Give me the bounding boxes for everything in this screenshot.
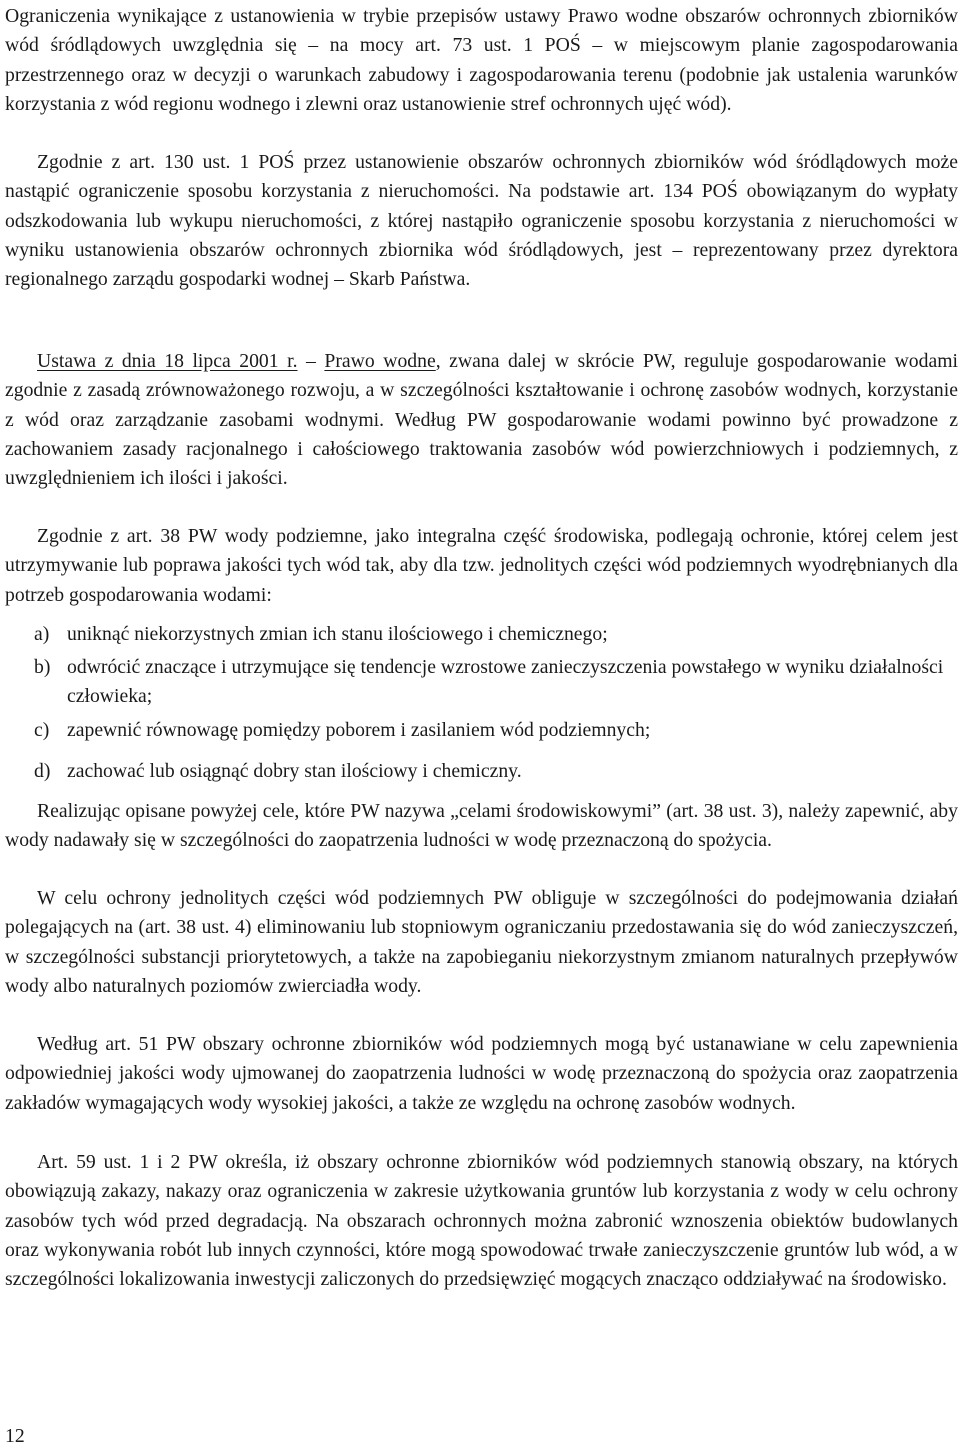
paragraph-environmental-goals: Realizując opisane powyżej cele, które PW nazywa „celami środowiskowymi” (art. 38 ust. 3), należy zapewnić, aby wody nadawały się w szczególności do zaopatrzenia ludności w wodę przeznaczoną do spożycia.: [5, 800, 958, 852]
paragraph-art-130: Zgodnie z art. 130 ust. 1 POŚ przez ustanowienie obszarów ochronnych zbiorników wód śródlądowych może nastąpić ograniczenie sposobu korzystania z nieruchomości. Na podstawie art. 134 POŚ obowiązanym do wypłaty odszkodowania lub wykupu nieruchomości, z której nastąpiło ograniczenie sposobu korzystania z nieruchomości w wyniku ustanowienia obszarów ochronnych zbiornika wód śródlądowych, jest – reprezentowany przez dyrektora regionalnego zarządu gospodarki wodnej – Skarb Państwa.: [5, 151, 958, 291]
list-text: uniknąć niekorzystnych zmian ich stanu ilościowego i chemicznego;: [67, 623, 608, 645]
act-dash: –: [297, 350, 325, 372]
list-text: zachować lub osiągnąć dobry stan ilościowy i chemiczny.: [67, 760, 522, 782]
act-name-link: Prawo wodne: [324, 350, 436, 372]
list-item-b: [34, 653, 960, 712]
page-number: 12: [5, 1425, 25, 1447]
paragraph-protection-actions: W celu ochrony jednolitych części wód podziemnych PW obliguje w szczególności do podejmowania działań polegających na (art. 38 ust. 4) eliminowaniu lub stopniowym ograniczaniu przedostawania się do wód zanieczyszczeń, w szczególności substancji priorytetowych, a także na zapobieganiu niekorzystnym zmianom naturalnych przepływów wody albo naturalnych poziomów zwierciadła wody.: [5, 887, 958, 997]
paragraph-pw-intro: [5, 347, 958, 493]
list-item-d: [34, 757, 960, 786]
paragraph-art-51: Według art. 51 PW obszary ochronne zbiorników wód podziemnych mogą być ustanawiane w celu zapewnienia odpowiedniej jakości wody ujmowanej do zaopatrzenia ludności w wodę przeznaczoną do spożycia oraz zaopatrzenia zakładów wymagających wody wysokiej jakości, a także ze względu na ochronę zasobów wodnych.: [5, 1033, 958, 1114]
list-label: c): [34, 719, 50, 741]
pw-intro-text: , zwana dalej w skrócie PW, reguluje gospodarowanie wodami zgodnie z zasadą zrównoważonego rozwoju, a w szczególności kształtowanie i ochronę zasobów wodnych, korzystanie z wód oraz zarządzanie zasobami wodnymi. Według PW gospodarowanie wodami powinno być prowadzone z zachowaniem zasady racjonalnego i całościowego traktowania zasobów wód powierzchniowych i podziemnych, z uwzględnieniem ich ilości i jakości.: [5, 350, 959, 490]
list-text: zapewnić równowagę pomiędzy poborem i zasilaniem wód podziemnych;: [67, 719, 651, 741]
list-label: b): [34, 656, 51, 678]
list-label: d): [34, 760, 51, 782]
list-label: a): [34, 623, 50, 645]
paragraph-art-59: Art. 59 ust. 1 i 2 PW określa, iż obszary ochronne zbiorników wód podziemnych stanowią obszary, na których obowiązują zakazy, nakazy oraz ograniczenia w zakresie użytkowania gruntów lub korzystania z wody w celu ochrony zasobów tych wód przed degradacją. Na obszarach ochronnych można zabronić wznoszenia obiektów budowlanych oraz wykonywania robót lub innych czynności, które mogą spowodować trwałe zanieczyszczenie gruntów lub wód, a w szczególności lokalizowania inwestycji zaliczonych do przedsięwzięć mogących znacząco oddziaływać na środowisko.: [5, 1151, 958, 1291]
act-date-link: Ustawa z dnia 18 lipca 2001 r.: [37, 350, 298, 372]
list-item-a: [34, 620, 960, 649]
list-text: odwrócić znaczące i utrzymujące się tendencje wzrostowe zanieczyszczenia powstałego w wyniku działalności człowieka;: [67, 656, 944, 708]
paragraph-art-38: Zgodnie z art. 38 PW wody podziemne, jako integralna część środowiska, podlegają ochronie, której celem jest utrzymywanie lub poprawa jakości tych wód tak, aby dla tzw. jednolitych części wód podziemnych wyodrębnianych dla potrzeb gospodarowania wodami:: [5, 525, 958, 606]
paragraph-restrictions: Ograniczenia wynikające z ustanowienia w trybie przepisów ustawy Prawo wodne obszarów ochronnych zbiorników wód śródlądowych uwzględnia się – na mocy art. 73 ust. 1 POŚ – w miejscowym planie zagospodarowania przestrzennego oraz w decyzji o warunkach zabudowy i zagospodarowania terenu (podobnie jak ustalenia warunków korzystania z wód regionu wodnego i zlewni oraz ustanowienie stref ochronnych ujęć wód).: [5, 5, 958, 115]
list-item-c: [34, 716, 960, 745]
